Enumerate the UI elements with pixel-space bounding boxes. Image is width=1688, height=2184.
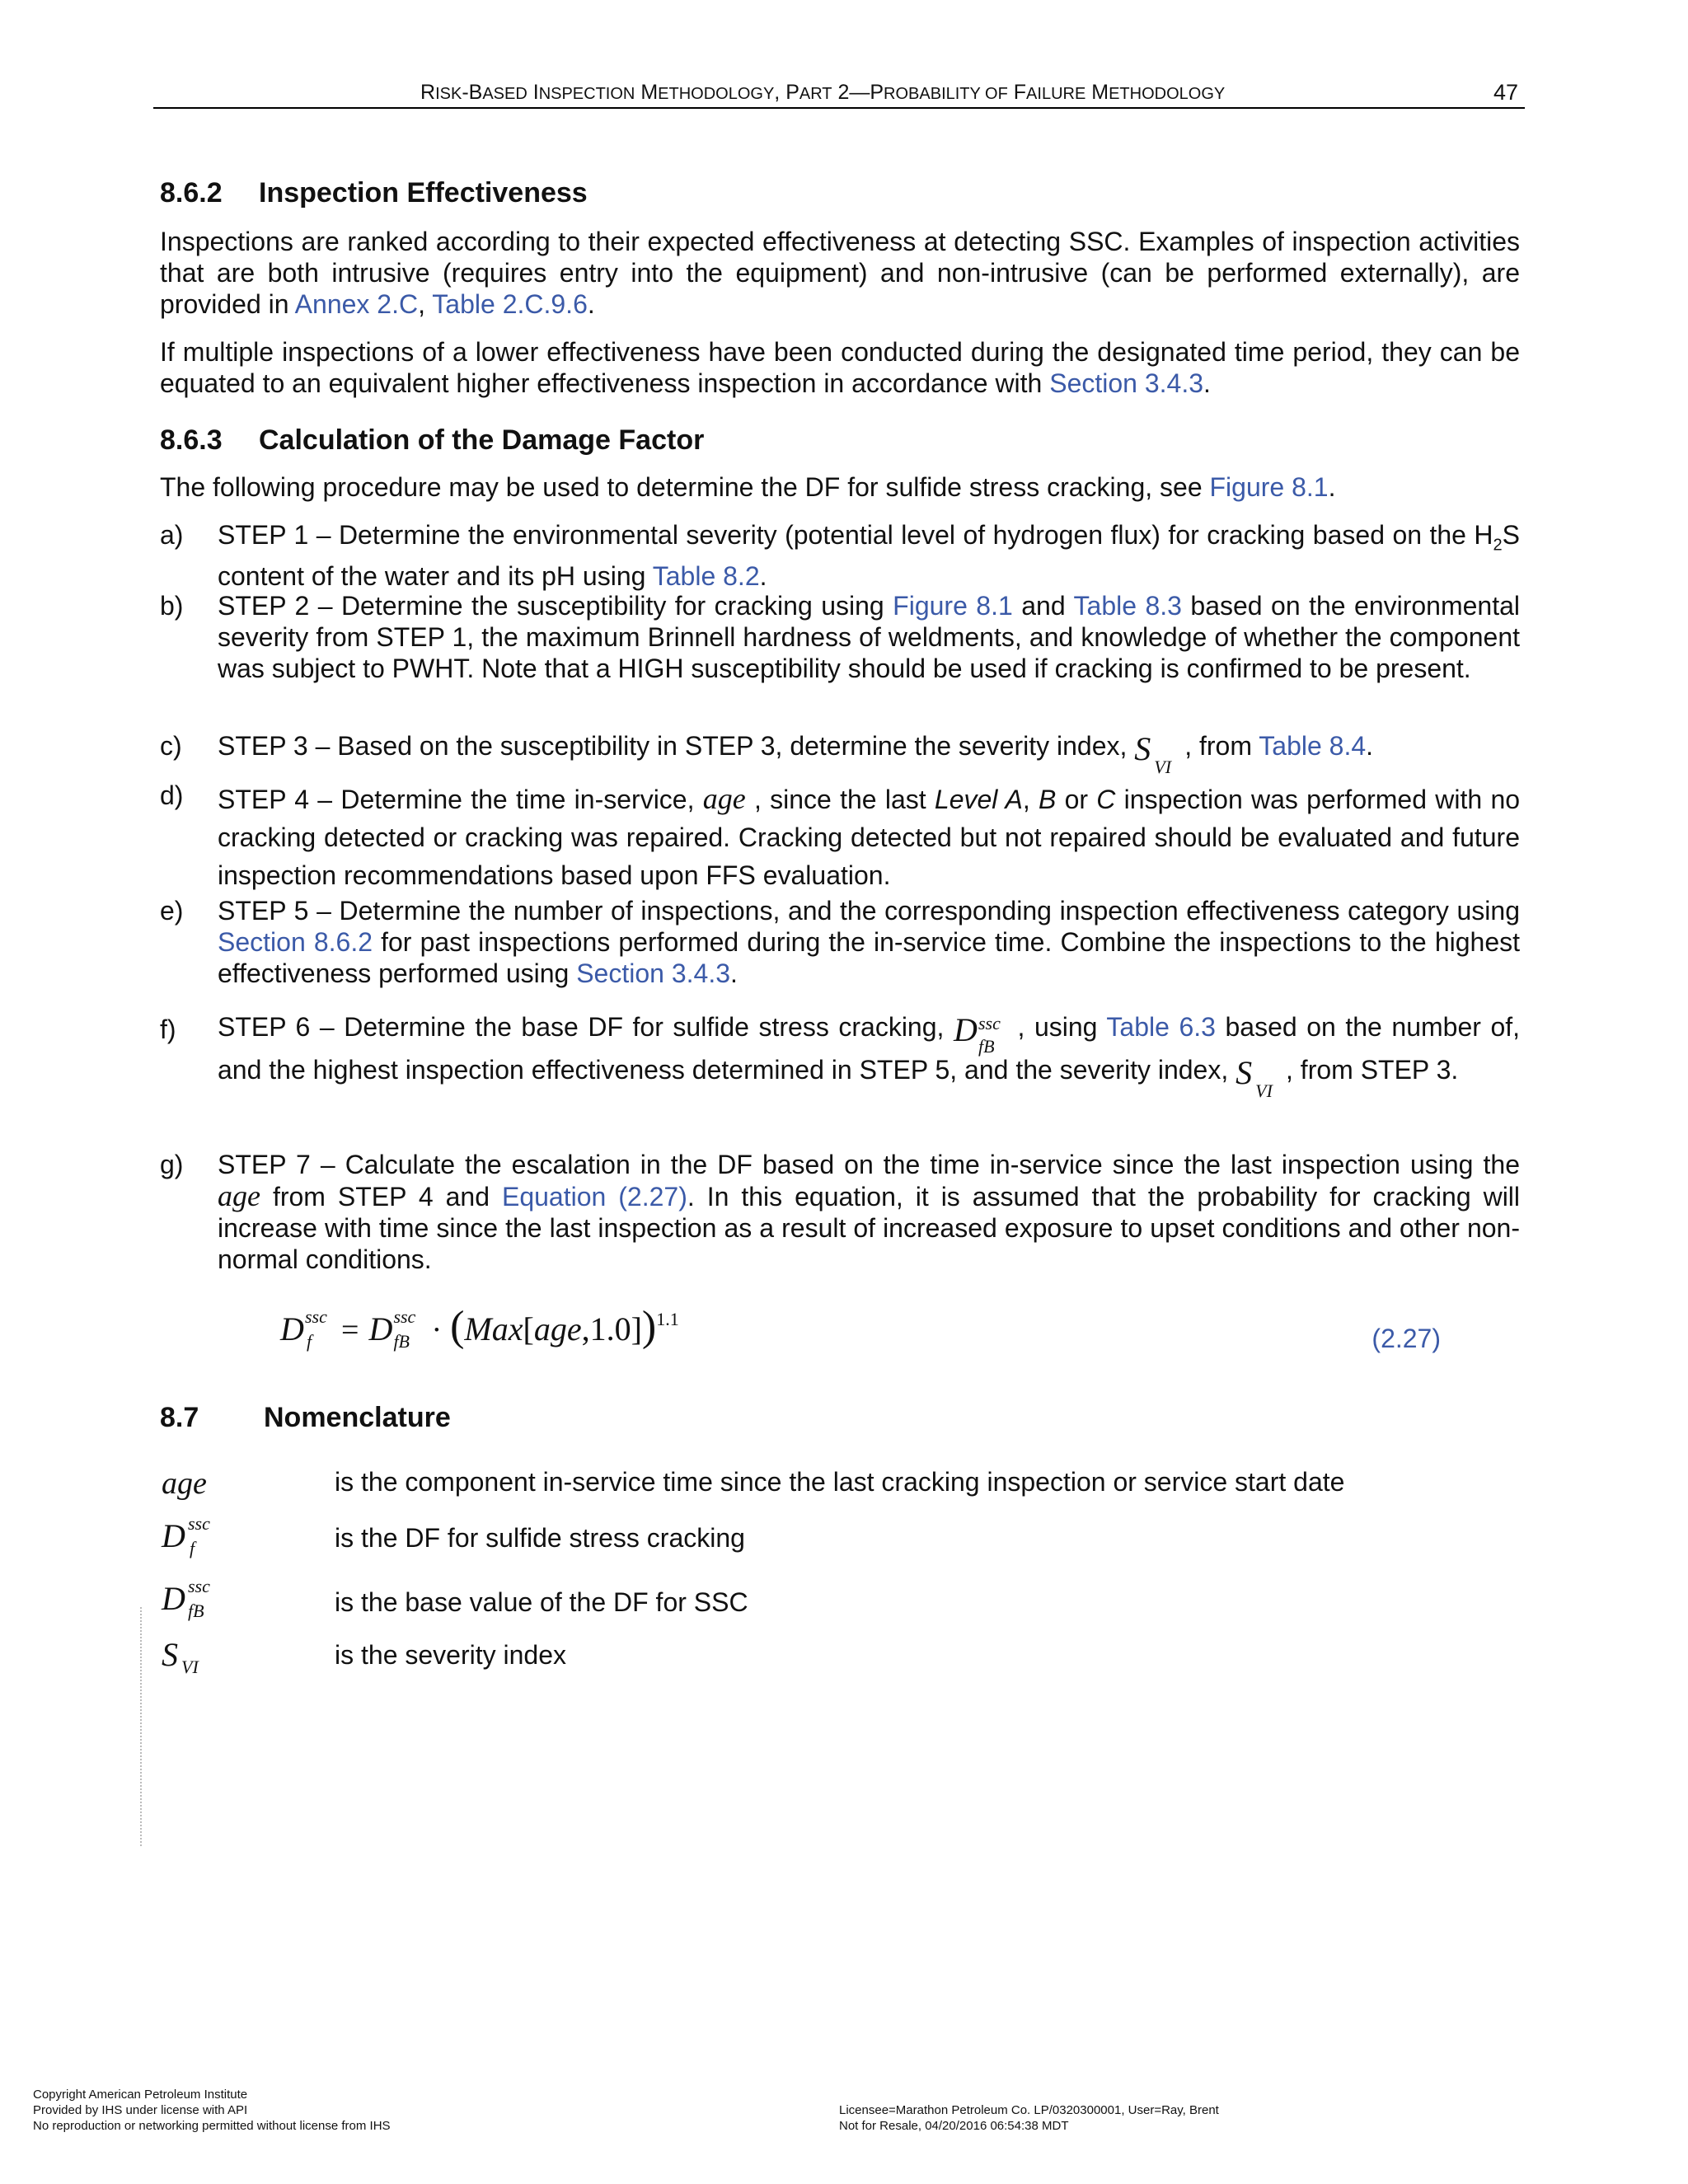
severity-index-symbol-step6: S VI bbox=[1236, 1054, 1273, 1101]
procedure-intro: The following procedure may be used to determine the DF for sulfide stress cracking, see Figure 8.1. bbox=[160, 472, 1336, 502]
figure-81-link[interactable]: Figure 8.1 bbox=[1209, 472, 1329, 502]
age-variable: age bbox=[702, 782, 746, 815]
base-damage-factor-symbol: D ssc fB bbox=[953, 1011, 1001, 1057]
dfb-ssc-symbol: D ssc fB bbox=[162, 1576, 210, 1621]
step-7-item: g) STEP 7 – Calculate the escalation in the DF based on the time in-service since the last inspection using the age from STEP 4 and Equation (2.27). In this equation, it is assumed that the probability for cracking will increase with time since the last inspection as a result of increased exposure to upset conditions and other non-normal conditions. bbox=[160, 1150, 1521, 1274]
footer-copyright: Copyright American Petroleum Institute Provided by IHS under license with API No reproduction or networking permitted without license from IHS bbox=[33, 2088, 391, 2133]
step-1-item: a) STEP 1 – Determine the environmental severity (potential level of hydrogen flux) for cracking based on the $H_2S$ content of the water and its pH using Table 8.2. bbox=[160, 520, 1520, 592]
nomenclature-row-svi: S VI is the severity index bbox=[162, 1636, 567, 1677]
section-8-7-heading: 8.7 Nomenclature bbox=[160, 1402, 451, 1433]
table-84-link[interactable]: Table 8.4 bbox=[1259, 731, 1367, 761]
page-number: 47 bbox=[1493, 80, 1518, 105]
section-8-6-2-heading: 8.6.2 Inspection Effectiveness bbox=[160, 177, 588, 209]
nomenclature-row-df-ssc: D ssc f is the DF for sulfide stress cracking bbox=[162, 1513, 745, 1558]
table-83-link[interactable]: Table 8.3 bbox=[1073, 591, 1182, 621]
step-5-item: e) STEP 5 – Determine the number of inspections, and the corresponding inspection effectiveness category using Section 8.6.2 for past inspections performed during the in-service time. Combine the inspections to the highest effectiveness performed using Section 3.4.3. bbox=[160, 896, 1521, 988]
df-ssc-symbol: D ssc f bbox=[162, 1513, 210, 1558]
section-862-link[interactable]: Section 8.6.2 bbox=[218, 927, 373, 957]
equation-227-link[interactable]: Equation (2.27) bbox=[501, 1182, 687, 1212]
multiple-inspections-paragraph: If multiple inspections of a lower effectiveness have been conducted during the designated time period, they can be equated to an equivalent higher effectiveness inspection in accordance with Section 3.4.3. bbox=[160, 337, 1520, 398]
section-8-6-3-heading: 8.6.3 Calculation of the Damage Factor bbox=[160, 424, 705, 456]
figure-81-link-step2[interactable]: Figure 8.1 bbox=[893, 591, 1013, 621]
equation-number: (2.27) bbox=[1372, 1324, 1441, 1353]
nomenclature-row-dfb-ssc: D ssc fB is the base value of the DF for SSC bbox=[162, 1576, 748, 1621]
header-title: RISK-BASED INSPECTION METHODOLOGY, PART 2—PROBABILITY OF FAILURE METHODOLOGY bbox=[420, 81, 1226, 104]
section-343-link-step5[interactable]: Section 3.4.3 bbox=[576, 958, 730, 988]
inspection-effectiveness-paragraph: Inspections are ranked according to their expected effectiveness at detecting SSC. Examples of inspection activities that are both intrusive (requires entry into the equipment) and non-intrusive (can be performed externally), are provided in Annex 2.C, Table 2.C.9.6. bbox=[160, 227, 1520, 319]
footer-license: Licensee=Marathon Petroleum Co. LP/0320300001, User=Ray, Brent Not for Resale, 04/20/2016 06:54:38 MDT bbox=[839, 2103, 1219, 2133]
step-4-item: d) STEP 4 – Determine the time in-service, age , since the last Level A, B or C inspection was performed with no cracking detected or cracking was repaired. Cracking detected but not repaired should be evaluated and future inspection recommendations based upon FFS evaluation. bbox=[160, 780, 1521, 890]
svi-symbol: S VI bbox=[162, 1636, 199, 1677]
equation-exponent: 1.1 bbox=[656, 1308, 679, 1329]
step-6-item: f) STEP 6 – Determine the base DF for sulfide stress cracking, D ssc fB , using Table 6.3 based on the number of, and the highest inspection effectiveness determined in STEP 5, and the severity index, S VI , from STEP 3. bbox=[160, 1005, 1520, 1091]
base-damage-factor-eq-symbol: D ssc fB bbox=[368, 1306, 416, 1352]
annex-2c-link[interactable]: Annex 2.C bbox=[294, 289, 419, 319]
table-2c96-link[interactable]: Table 2.C.9.6 bbox=[432, 289, 588, 319]
margin-marks bbox=[140, 1607, 147, 1846]
equation-2-27: D ssc f = D ssc fB · $(Max[age,1.0])^{1.1}$ (2.27) bbox=[280, 1303, 1441, 1353]
nomenclature-row-age: age is the component in-service time since the last cracking inspection or service start date bbox=[162, 1466, 1345, 1501]
table-82-link[interactable]: Table 8.2 bbox=[652, 561, 760, 592]
section-343-link[interactable]: Section 3.4.3 bbox=[1049, 368, 1204, 398]
step-3-item: c) STEP 3 – Based on the susceptibility in STEP 3, determine the severity index, S VI , from Table 8.4. bbox=[160, 730, 1374, 777]
step-2-item: b) STEP 2 – Determine the susceptibility for cracking using Figure 8.1 and Table 8.3 based on the environmental severity from STEP 1, the maximum Brinnell hardness of weldments, and knowledge of whether the component was subject to PWHT. Note that a HIGH susceptibility should be used if cracking is confirmed to be present. bbox=[160, 591, 1521, 683]
age-variable-step7: age bbox=[218, 1179, 260, 1212]
severity-index-symbol: S VI bbox=[1134, 730, 1172, 777]
table-63-link[interactable]: Table 6.3 bbox=[1106, 1012, 1216, 1042]
damage-factor-symbol: D ssc f bbox=[280, 1306, 327, 1352]
running-header bbox=[153, 77, 1525, 109]
age-symbol: age bbox=[162, 1466, 207, 1501]
